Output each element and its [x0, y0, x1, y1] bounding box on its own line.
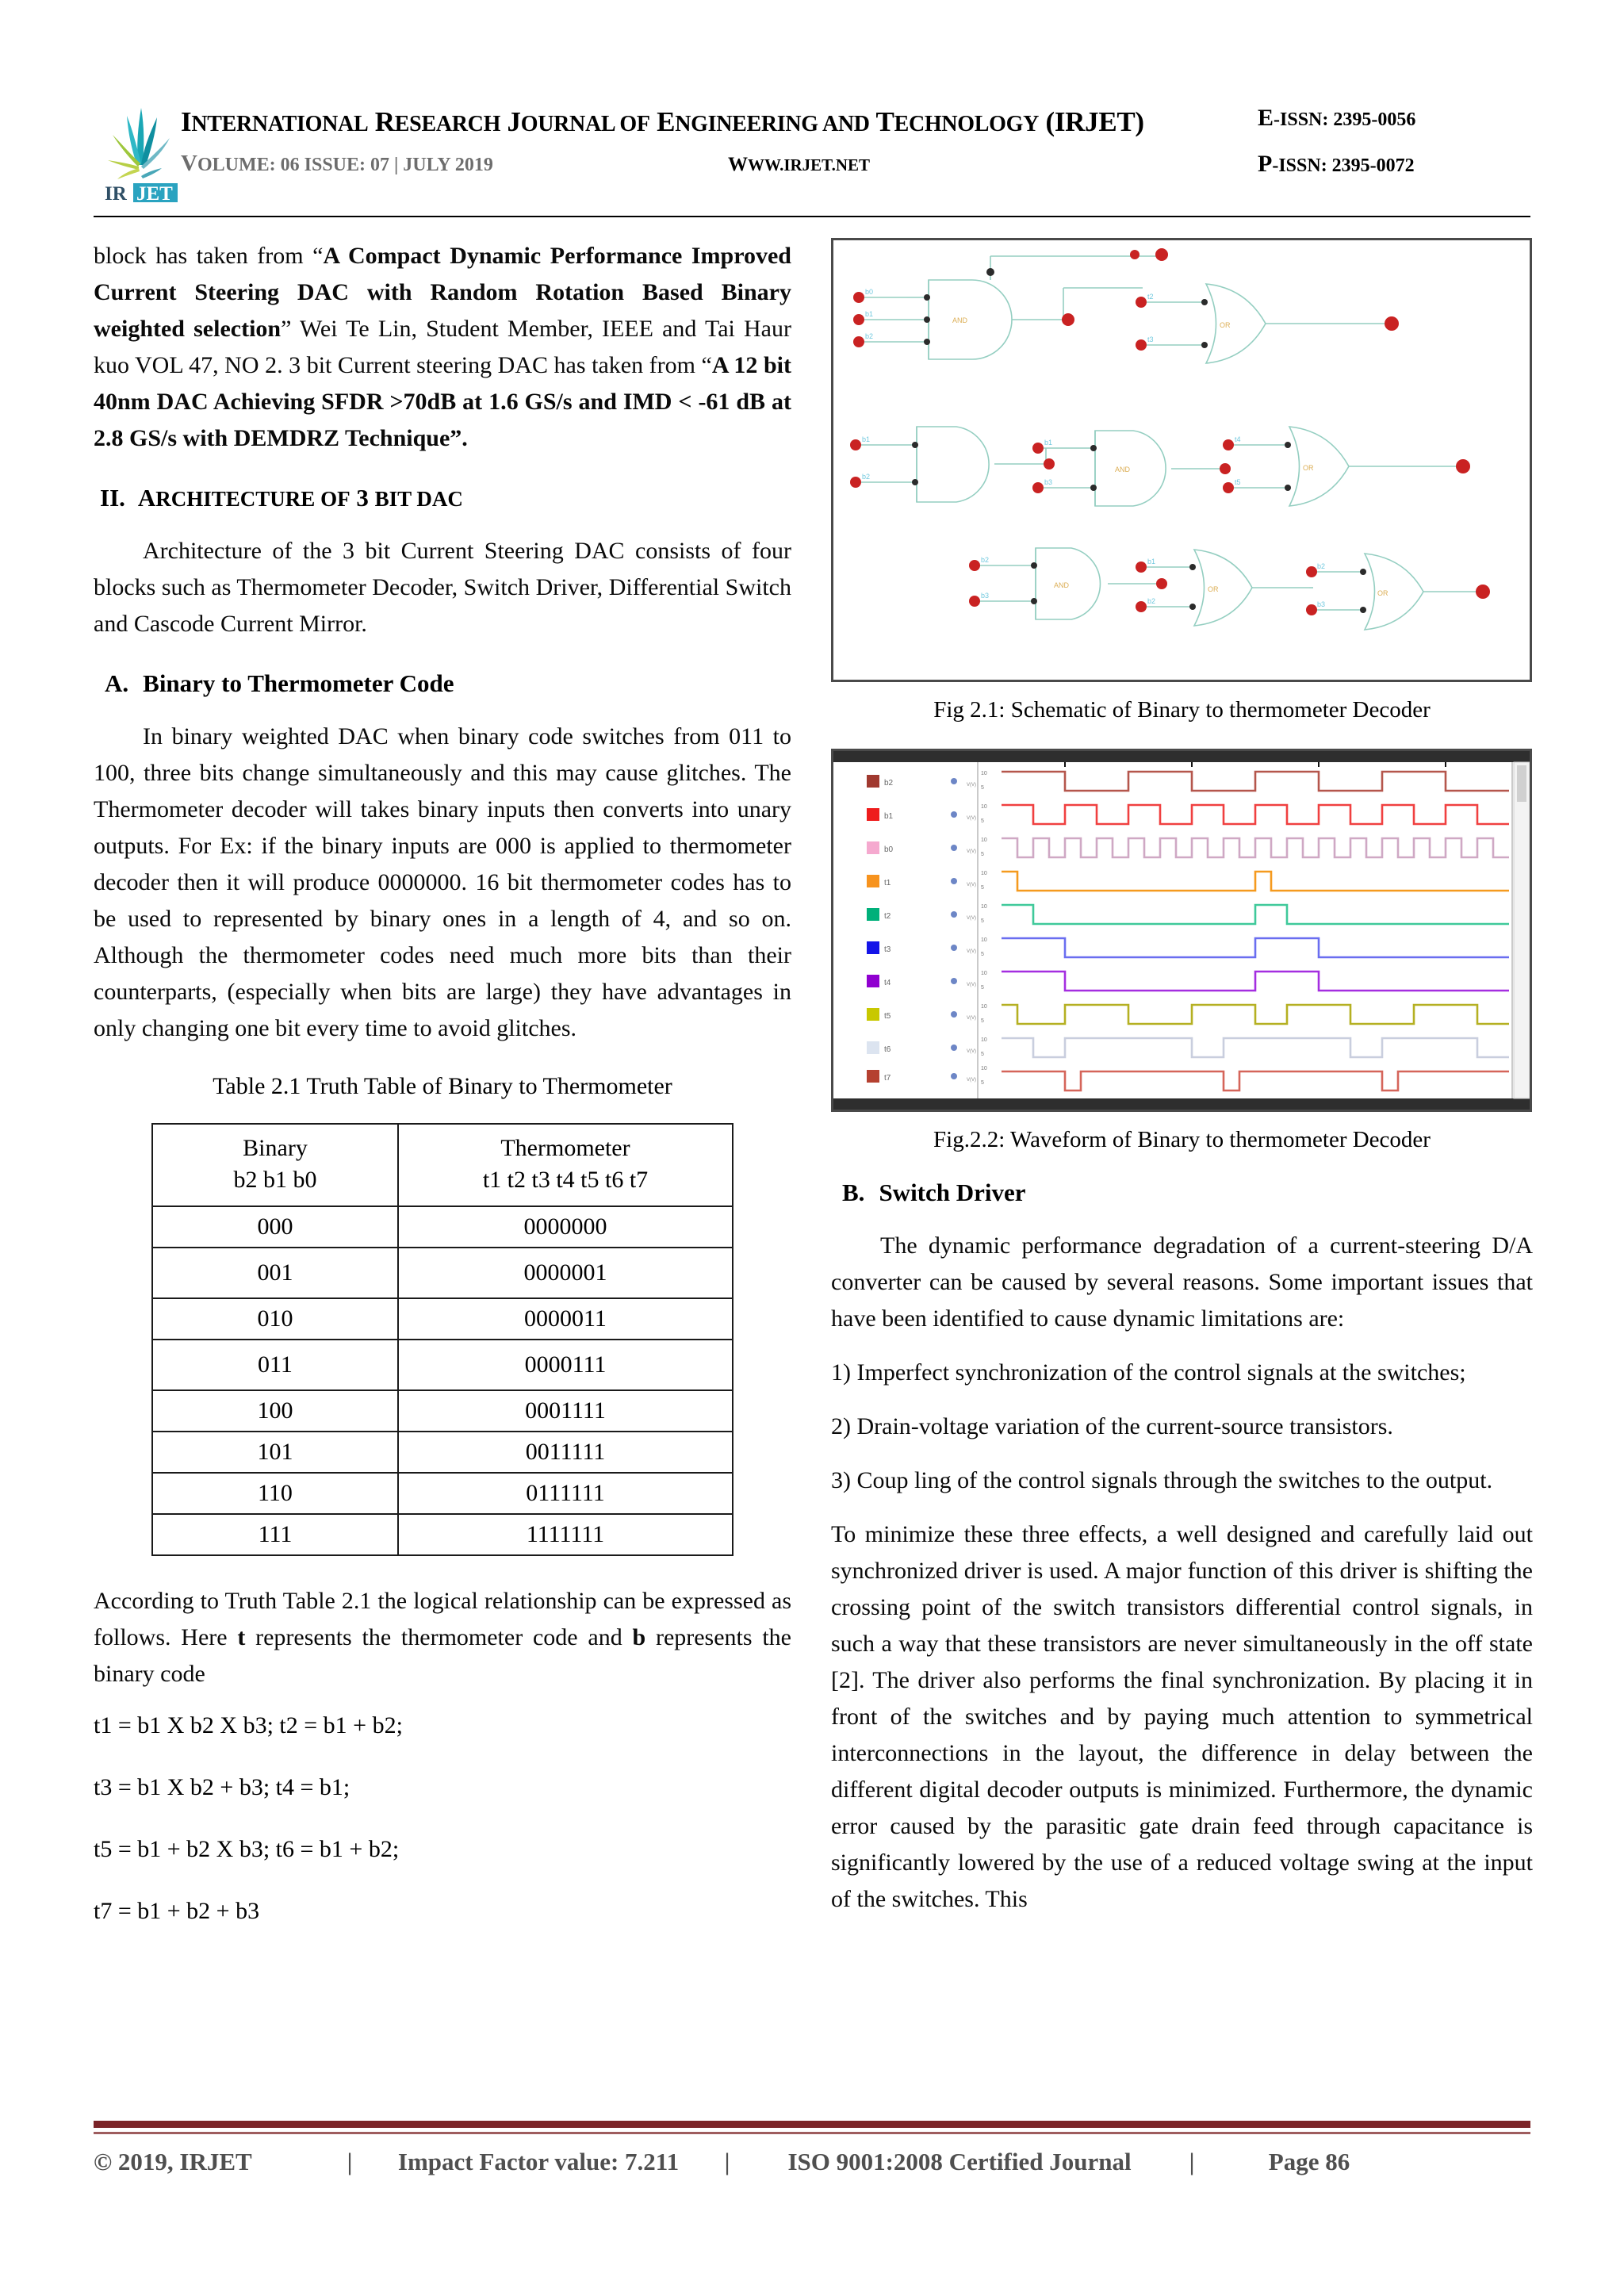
- svg-text:V(V): V(V): [967, 949, 976, 954]
- ref-mid: ” Wei Te Lin, Student Member, IEEE and Tai Haur kuo VOL 47, NO 2. 3 bit Current steering DAC has taken from “: [94, 316, 791, 378]
- svg-text:V(V): V(V): [967, 816, 976, 821]
- svg-text:b3: b3: [1317, 600, 1326, 608]
- svg-text:V(V): V(V): [967, 1078, 976, 1083]
- footer-copyright: © 2019, IRJET: [94, 2148, 252, 2175]
- cell-thermometer: 0111111: [398, 1473, 733, 1514]
- svg-text:b0: b0: [884, 845, 894, 854]
- header-binary-line2: b2 b1 b0: [233, 1167, 317, 1193]
- cell-thermometer: 1111111: [398, 1514, 733, 1555]
- page-footer: [94, 2148, 1530, 2176]
- cell-binary: 011: [152, 1340, 398, 1390]
- svg-text:10: 10: [981, 971, 987, 976]
- list-item-1: 1) Imperfect synchronization of the control signals at the switches;: [831, 1359, 1466, 1386]
- section-title-num: 3: [356, 484, 369, 512]
- header-binary-line1: Binary: [243, 1135, 308, 1161]
- according-tail: represents the binary code: [94, 1624, 791, 1687]
- page-header: [94, 102, 1530, 206]
- svg-text:t6: t6: [884, 1045, 891, 1054]
- truth-table: [151, 1123, 733, 1556]
- subsection-a-title: Binary to Thermometer Code: [143, 669, 454, 697]
- footer-impact-factor: Impact Factor value: 7.211: [397, 2148, 680, 2175]
- svg-text:10: 10: [981, 838, 987, 843]
- header-divider: [94, 216, 1530, 217]
- table-row: [152, 1432, 733, 1473]
- svg-text:5: 5: [981, 985, 984, 991]
- svg-text:t7: t7: [884, 1074, 891, 1083]
- volume-issue-line: VOLUME: 06 ISSUE: 07 | JULY 2019: [181, 151, 493, 176]
- svg-text:b2: b2: [981, 556, 990, 564]
- irjet-logo: [94, 103, 189, 205]
- table-row: [152, 1514, 733, 1555]
- svg-text:t4: t4: [884, 979, 891, 987]
- svg-text:5: 5: [981, 818, 984, 824]
- list-item-3: 3) Coup ling of the control signals through the switches to the output.: [831, 1467, 1493, 1493]
- svg-text:5: 5: [981, 952, 984, 957]
- according-bold-t: t: [237, 1624, 246, 1650]
- footer-iso-certification: ISO 9001:2008 Certified Journal: [787, 2148, 1132, 2175]
- svg-text:OR: OR: [1208, 585, 1219, 593]
- svg-text:5: 5: [981, 1080, 984, 1086]
- svg-text:t3: t3: [1147, 335, 1154, 343]
- journal-website[interactable]: WWW.IRJET.NET: [728, 154, 871, 175]
- header-thermo-line2: t1 t2 t3 t4 t5 t6 t7: [482, 1167, 649, 1193]
- svg-text:IR: IR: [105, 183, 127, 205]
- svg-text:10: 10: [981, 937, 987, 943]
- svg-text:5: 5: [981, 785, 984, 791]
- svg-text:AND: AND: [952, 316, 968, 324]
- equation-line-3: t5 = b1 + b2 X b3; t6 = b1 + b2;: [94, 1836, 400, 1862]
- svg-text:5: 5: [981, 1052, 984, 1057]
- svg-text:5: 5: [981, 885, 984, 891]
- svg-text:b1: b1: [865, 310, 874, 318]
- journal-title-text: INTERNATIONAL RESEARCH JOURNAL OF ENGINEERING AND TECHNOLOGY (IRJET): [181, 106, 1144, 137]
- ref-title-1: A Compact Dynamic Performance Improved Current Steering DAC with Random Rotation Based Binary weighted selection: [94, 243, 791, 342]
- cell-thermometer: 0000001: [398, 1248, 733, 1298]
- svg-text:b1: b1: [862, 435, 871, 443]
- table-row: [152, 1206, 733, 1248]
- equation-line-1: t1 = b1 X b2 X b3; t2 = b1 + b2;: [94, 1712, 403, 1738]
- footer-divider-thin: [94, 2132, 1530, 2134]
- svg-text:b1: b1: [1147, 558, 1156, 565]
- svg-text:5: 5: [981, 852, 984, 857]
- svg-text:b0: b0: [865, 288, 874, 296]
- svg-text:OR: OR: [1303, 464, 1314, 472]
- right-column: [831, 238, 1533, 1935]
- section-title-cap: A: [137, 484, 156, 512]
- cell-binary: 010: [152, 1298, 398, 1340]
- figure-1-caption: Fig 2.1: Schematic of Binary to thermometer Decoder: [933, 697, 1431, 723]
- svg-text:b2: b2: [884, 779, 894, 788]
- list-item-2: 2) Drain-voltage variation of the current-source transistors.: [831, 1413, 1393, 1439]
- paragraph-architecture: Architecture of the 3 bit Current Steering DAC consists of four blocks such as Thermometer Decoder, Switch Driver, Differential Switch and Cascode Current Mirror.: [94, 538, 791, 637]
- svg-text:OR: OR: [1220, 321, 1231, 329]
- svg-text:b2: b2: [1317, 562, 1326, 570]
- svg-text:b1: b1: [1044, 439, 1053, 447]
- svg-text:V(V): V(V): [967, 783, 976, 788]
- svg-text:b3: b3: [1044, 478, 1053, 486]
- cell-thermometer: 0000111: [398, 1340, 733, 1390]
- table-header-binary: [152, 1124, 398, 1206]
- cell-thermometer: 0000011: [398, 1298, 733, 1340]
- footer-divider-thick: [94, 2121, 1530, 2128]
- eissn-label: E-ISSN: 2395-0056: [1258, 105, 1416, 131]
- svg-text:JET: JET: [136, 183, 173, 205]
- subsection-heading-binary-thermometer: [94, 669, 791, 698]
- svg-text:t5: t5: [1235, 478, 1241, 486]
- cell-binary: 111: [152, 1514, 398, 1555]
- according-lead: According to Truth Table 2.1 the logical relationship can be expressed as follows. Here: [94, 1588, 791, 1650]
- table-header-row: [152, 1124, 733, 1206]
- cell-binary: 100: [152, 1390, 398, 1432]
- footer-separator-3: |: [1189, 2148, 1195, 2175]
- schematic-svg: [833, 240, 1530, 680]
- table-header-thermometer: [398, 1124, 733, 1206]
- svg-text:b2: b2: [862, 473, 871, 481]
- table-row: [152, 1390, 733, 1432]
- equation-line-4: t7 = b1 + b2 + b3: [94, 1898, 260, 1924]
- pissn-label: P-ISSN: 2395-0072: [1258, 151, 1415, 177]
- svg-text:AND: AND: [1054, 581, 1070, 589]
- svg-text:t1: t1: [884, 879, 891, 887]
- subsection-b-letter: B.: [842, 1179, 865, 1206]
- cell-thermometer: 0000000: [398, 1206, 733, 1248]
- svg-text:t2: t2: [1147, 293, 1154, 301]
- svg-text:5: 5: [981, 918, 984, 924]
- footer-separator-1: |: [347, 2148, 353, 2175]
- subsection-a-letter: A.: [105, 669, 129, 697]
- svg-text:V(V): V(V): [967, 983, 976, 987]
- according-bold-b: b: [632, 1624, 646, 1650]
- svg-text:t5: t5: [884, 1012, 891, 1021]
- svg-text:t4: t4: [1235, 435, 1241, 443]
- svg-text:b3: b3: [981, 592, 990, 600]
- svg-text:t3: t3: [884, 945, 891, 954]
- paragraph-minimize-effects: To minimize these three effects, a well designed and carefully laid out synchronized driver is used. A major function of this driver is shifting the crossing point of the switch transistors differential control signals, in such a way that these transistors are never simultaneously in the off state [2]. The driver also performs the final synchronization. By placing it in front of the switches and by paying much attention to symmetrical interconnections in the layout, the difference in delay between the different digital decoder outputs is minimized. Furthermore, the dynamic error caused by the parasitic gate drain feed through capacitance is significantly lowered by the use of a reduced voltage swing at the input of the switches. This: [831, 1521, 1533, 1912]
- svg-text:10: 10: [981, 904, 987, 910]
- svg-text:V(V): V(V): [967, 916, 976, 921]
- subsection-b-title: Switch Driver: [879, 1179, 1026, 1206]
- svg-text:t2: t2: [884, 912, 891, 921]
- figure-schematic-binary-thermometer-decoder: [831, 238, 1532, 682]
- cell-thermometer: 0001111: [398, 1390, 733, 1432]
- footer-separator-2: |: [724, 2148, 730, 2175]
- paragraph-binary-weighted: In binary weighted DAC when binary code switches from 011 to 100, three bits change simultaneously and this may cause glitches. The Thermometer decoder will takes binary inputs then converts into unary outputs. For Ex: if the binary inputs are 000 is applied to thermometer decoder then it will produce 0000000. 16 bit thermometer codes has to be used to represented by binary ones in a length of 4, and so on. Although the thermometer codes need much more bits than their counterparts, (especially when bits are large) they have advantages in only changing one bit every time to avoid glitches.: [94, 723, 791, 1041]
- cell-binary: 001: [152, 1248, 398, 1298]
- cell-binary: 101: [152, 1432, 398, 1473]
- paragraph-reference: [94, 238, 791, 457]
- svg-text:V(V): V(V): [967, 883, 976, 887]
- svg-text:10: 10: [981, 804, 987, 810]
- header-thermo-line1: Thermometer: [500, 1135, 630, 1161]
- svg-text:OR: OR: [1377, 589, 1388, 597]
- table-row: [152, 1473, 733, 1514]
- svg-text:10: 10: [981, 771, 987, 776]
- table-row: [152, 1248, 733, 1298]
- svg-text:10: 10: [981, 1066, 987, 1071]
- figure-waveform-binary-thermometer-decoder: [831, 749, 1532, 1112]
- svg-text:V(V): V(V): [967, 1016, 976, 1021]
- paragraph-according: [94, 1583, 791, 1692]
- paragraph-dynamic-performance: The dynamic performance degradation of a current-steering D/A converter can be caused by several reasons. Some important issues that have been identified to cause dynamic limitations are:: [831, 1232, 1533, 1332]
- svg-text:10: 10: [981, 1004, 987, 1010]
- svg-text:b1: b1: [884, 812, 894, 821]
- svg-text:10: 10: [981, 871, 987, 876]
- svg-text:5: 5: [981, 1018, 984, 1024]
- section-heading-architecture: [94, 484, 791, 512]
- table-row: [152, 1340, 733, 1390]
- ref-title-2: A 12 bit 40nm DAC Achieving SFDR >70dB at 1.6 GS/s and IMD < -61 dB at 2.8 GS/s with DEMDRZ Technique”.: [94, 352, 791, 451]
- svg-text:V(V): V(V): [967, 1049, 976, 1054]
- journal-title: [181, 106, 1144, 138]
- svg-text:V(V): V(V): [967, 849, 976, 854]
- footer-page-number: Page 86: [1268, 2148, 1350, 2175]
- table-row: [152, 1298, 733, 1340]
- waveform-svg: [833, 751, 1530, 1110]
- cell-thermometer: 0011111: [398, 1432, 733, 1473]
- left-column: [94, 238, 791, 1957]
- section-title-tail: BIT DAC: [374, 487, 463, 511]
- equation-line-2: t3 = b1 X b2 + b3; t4 = b1;: [94, 1774, 350, 1800]
- cell-binary: 000: [152, 1206, 398, 1248]
- svg-text:b2: b2: [1147, 597, 1156, 605]
- figure-2-caption: Fig.2.2: Waveform of Binary to thermometer Decoder: [933, 1127, 1431, 1152]
- according-mid: represents the thermometer code and: [245, 1624, 633, 1650]
- svg-text:10: 10: [981, 1037, 987, 1043]
- ref-lead: block has taken from “: [94, 243, 324, 269]
- table-caption: Table 2.1 Truth Table of Binary to Thermometer: [213, 1073, 672, 1099]
- section-title-rest: RCHITECTURE OF: [155, 487, 350, 511]
- svg-text:AND: AND: [1115, 466, 1131, 473]
- section-number: II.: [100, 484, 125, 512]
- svg-text:b2: b2: [865, 332, 874, 340]
- subsection-heading-switch-driver: [831, 1179, 1533, 1207]
- cell-binary: 110: [152, 1473, 398, 1514]
